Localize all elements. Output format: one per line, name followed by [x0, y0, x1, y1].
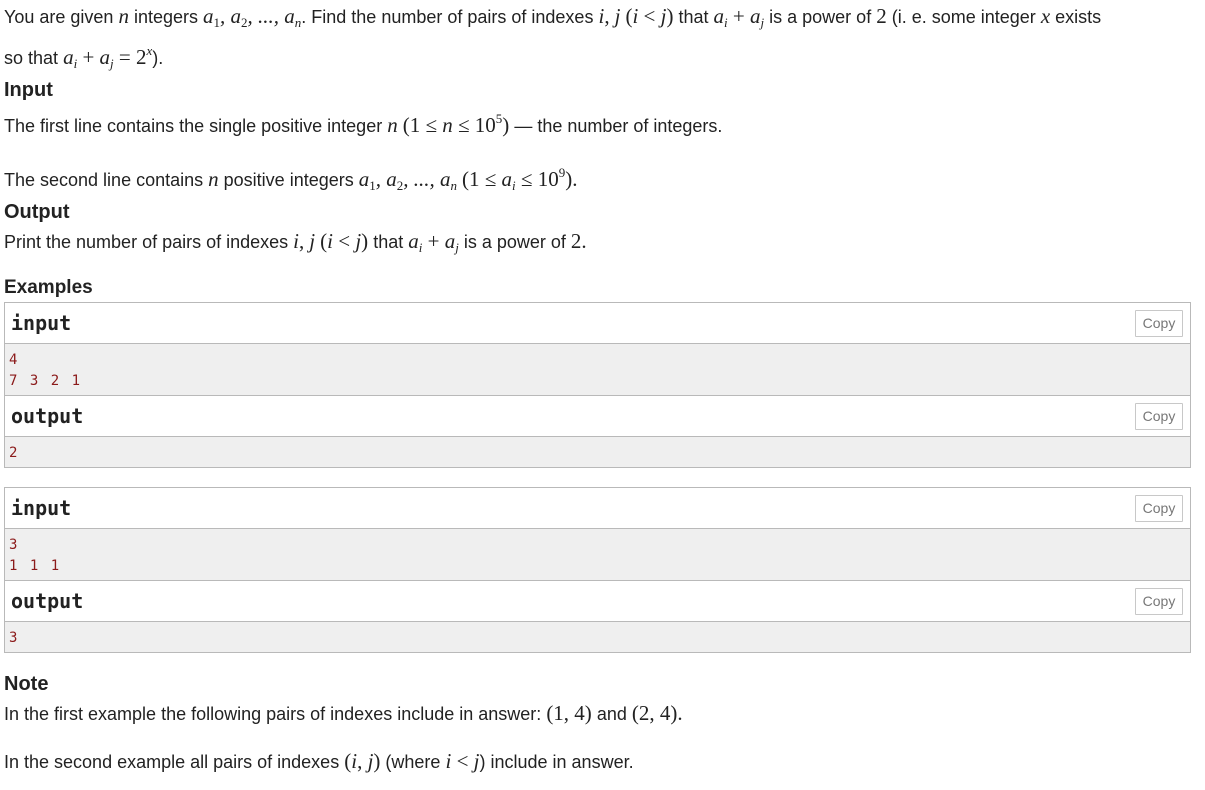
input-label: input: [11, 311, 72, 335]
statement-text: exists: [1055, 7, 1102, 27]
output-label: output: [11, 404, 84, 428]
statement-text: ).: [152, 48, 164, 68]
note-text: (where: [385, 752, 441, 772]
output-line: 3: [9, 630, 20, 646]
example-2-output-header: [5, 580, 1190, 622]
note-heading: Note: [4, 673, 49, 695]
example-2-input-header: [5, 488, 1190, 529]
statement-line-1: You are given n integers $a_1$, $a_2$, ..., $a_n$. Find the number of pairs of indexes i, j (i < j) that $a_i + a_j$ is a power of 2 (i. e. some integer x exists: [4, 4, 1102, 30]
output-specification: [4, 199, 1194, 262]
example-1-input-header: [5, 303, 1190, 344]
copy-button[interactable]: Copy: [1135, 310, 1183, 337]
statement-text: integers: [133, 7, 199, 27]
input-heading: Input: [4, 79, 53, 101]
input-text: positive integers: [223, 170, 354, 190]
output-line: 2: [9, 445, 20, 461]
output-label: output: [11, 589, 84, 613]
statement-text: You are given: [4, 7, 114, 27]
note-section: [4, 671, 1194, 776]
examples-section: [4, 276, 1194, 300]
statement-text: (i. e. some integer: [891, 7, 1036, 27]
statement-text: . Find the number of pairs of indexes: [301, 7, 594, 27]
example-2: [4, 487, 1191, 653]
input-label: input: [11, 496, 72, 520]
example-1-output-header: [5, 395, 1190, 437]
input-specification: [4, 77, 1194, 200]
output-heading: Output: [4, 201, 70, 223]
note-line-1: In the first example the following pairs of indexes include in answer: (1, 4) and (2, 4).: [4, 701, 683, 725]
copy-button[interactable]: Copy: [1135, 495, 1183, 522]
input-text: — the number of integers.: [514, 116, 723, 136]
note-text: ) include in answer.: [479, 752, 634, 772]
example-1-output: [5, 437, 1190, 467]
example-1-input: [5, 344, 1190, 395]
input-line: 7 3 2 1: [9, 373, 83, 389]
statement-line-2: so that $a_i + a_j = 2^x$).: [4, 43, 164, 71]
input-line-1: The first line contains the single positive integer n $(1 \le n \le 10^5)$ — the number of integers.: [4, 111, 723, 137]
statement-text: that: [678, 7, 709, 27]
output-text: that: [373, 232, 404, 252]
note-text: In the second example all pairs of indexes: [4, 752, 340, 772]
copy-button[interactable]: Copy: [1135, 403, 1183, 430]
note-line-2: In the second example all pairs of indexes (i, j) (where i < j) include in answer.: [4, 749, 634, 773]
input-text: The first line contains the single positive integer: [4, 116, 383, 136]
input-line-2: The second line contains n positive integers $a_1$, $a_2$, ..., $a_n$ $(1 \le a_i \le 10^9)$.: [4, 165, 578, 193]
example-2-output: [5, 622, 1190, 652]
input-line: 4: [9, 352, 20, 368]
input-line: 1 1 1: [9, 558, 62, 574]
statement-text: is a power of: [769, 7, 872, 27]
example-2-input: [5, 529, 1190, 580]
examples-heading: Examples: [4, 277, 93, 298]
copy-button[interactable]: Copy: [1135, 588, 1183, 615]
note-text: and: [596, 704, 627, 724]
example-1: [4, 302, 1191, 468]
output-text: is a power of: [463, 232, 566, 252]
input-line: 3: [9, 537, 20, 553]
input-text: The second line contains: [4, 170, 204, 190]
output-line-1: Print the number of pairs of indexes i, j (i < j) that $a_i + a_j$ is a power of 2.: [4, 229, 587, 255]
problem-statement: [4, 2, 1194, 78]
note-text: In the first example the following pairs of indexes include in answer:: [4, 704, 542, 724]
statement-text: so that: [4, 48, 59, 68]
output-text: Print the number of pairs of indexes: [4, 232, 289, 252]
